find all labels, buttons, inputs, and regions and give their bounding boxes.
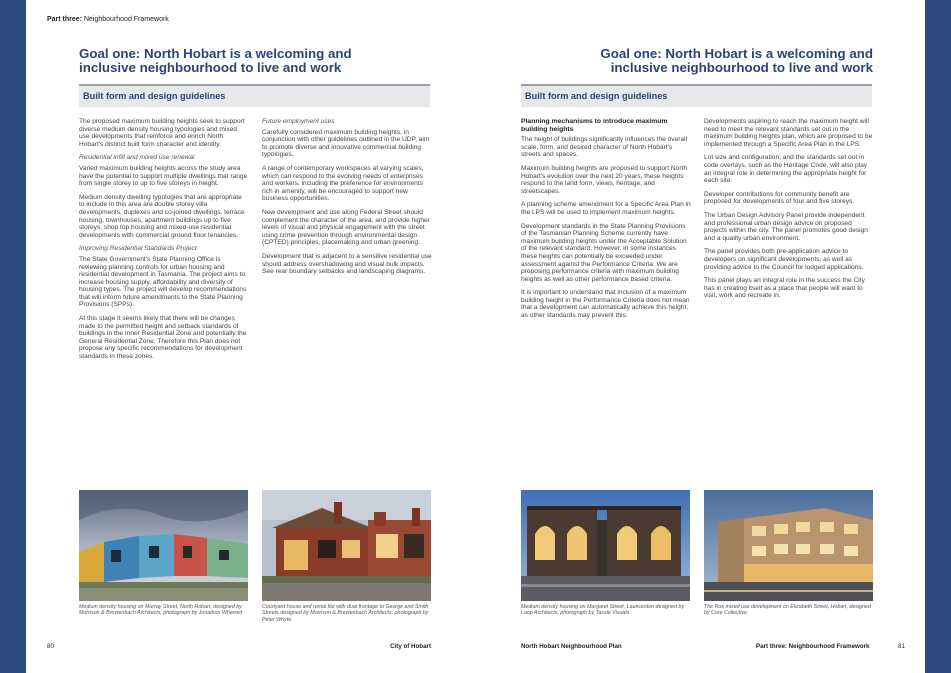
page-number: 81 (898, 643, 905, 650)
photo-caption: Medium density housing on Margaret Street, Launceston designed by Loop Architects, photograph by Tassie Visuals (521, 604, 685, 617)
photo-murray-street-housing (79, 490, 248, 601)
page-number: 80 (47, 643, 54, 650)
photo-margaret-street-housing (521, 490, 690, 601)
photo-caption: Medium density housing on Murray Street, North Hobart, designed by Morrison & Breytenbach Architects, photograph by Jonathon Wherrett (79, 604, 243, 617)
photo-caption: Courtyard house and rental flat with dual frontage to George and Smith Streets designed by Morrison & Breytenbach Architects, photograph by Peter Whyte (262, 604, 429, 623)
left-page (26, 0, 476, 673)
text-column-2: Future employment uses Carefully considered maximum building heights, in conjunction with other guidelines outlined in the UDP, aim to promote diverse and innovative commercial building typologies. A range of contemporary workspaces at varying scales, which can respond to the evolving needs of enterprises and workers, including the preference for environments rich in amenity, will be encouraged to support new business opportunities. New development and use along Federal Street should complement the character of the area, and provide higher levels of visual and physical engagement with the street using crime prevention through environmental design (CPTED) principles, placemaking and urban greening. Development that is adjacent to a sensitive residential use should address overshadowing and visual bulk impacts. See rear boundary setbacks and landscaping diagrams. (262, 118, 432, 276)
text-column-2: Developments aspiring to reach the maximum height will need to meet the relevant standards set out in the maximum building heights plan, which are proposed to be implemented through a Specific Area Plan in the LPS. Lot size and configuration, and the standards set out in code overlays, such as the Heritage Code, will also play an integral role in determining the appropriate height for each site. Developer contributions for community benefit are proposed for developments of four and five storeys. The Urban Design Advisory Panel provide independent and professional urban design advice on proposed projects within the city. The panel promotes good design and a quality urban environment. The panel provides both pre-application advice to developers on significant developments, as well as providing advice to the Council for lodged applications. This panel plays an integral role in the success the City has in creating itself as a place that people will want to visit, work and recreate in. (704, 118, 873, 300)
running-header: Part three: Neighbourhood Framework (47, 16, 169, 23)
section-band: Built form and design guidelines (79, 84, 430, 107)
text-column-1: The proposed maximum building heights seek to support diverse medium density housing typologies and mixed use developments that reinforce and enrich North Hobart's distinct built form character and identity. Residential infill and mixed use renewal Varied maximum building heights across the study area have the potential to support multiple dwellings that range from single storey to up to five storeys in height. Medium density dwelling typologies that are appropriate to include in this area are double storey villa developments, duplexes and co-joined dwellings, terrace housing, townhouses, apartment buildings up to five storeys, shop top housing and mixed-use residential developments with commercial ground floor tenancies. Improving Residential Standards Project The State Government's State Planning Office is reviewing planning controls for urban housing and residential development in Tasmania. The project aims to increase housing supply, affordability and diversity of housing types. The project will develop recommendations that will inform future amendments to the State Planning Provisions (SPPs). At this stage it seems likely that there will be changes made to the permitted height and setback standards of buildings in the Inner Residential Zone and potentially the General Residential Zone. Therefore this Plan does not propose any specific recommendations for development standards in these zones. (79, 118, 248, 361)
goal-heading: Goal one: North Hobart is a welcoming and inclusive neighbourhood to live and work (79, 46, 352, 75)
footer-part: Part three: Neighbourhood Framework (756, 643, 870, 650)
photo-the-rox (704, 490, 873, 601)
text-column-1: Planning mechanisms to introduce maximum building heights The height of buildings significantly influences the overall scale, form, and desired character of North Hobart's streets and spaces. Maximum building heights are proposed to support North Hobart's evolution over the next 20 years, these heights respond to the land form, views, heritage, and streetscapes. A planning scheme amendment for a Specific Area Plan in the LPS will be used to implement maximum heights. Development standards in the State Planning Provisions of the Tasmanian Planning Scheme currently have maximum building heights under the Acceptable Solution of the relevant standard. However, in some instances these heights can potentially be exceeded under assessment against the Performance Criteria. We are proposing performance criteria with maximum building heights as well as other performance based criteria. It is important to understand that inclusion of a maximum building height in the Performance Criteria does not mean that a development can automatically achieve this height, as other standards may prevent this. (521, 118, 691, 320)
footer-plan: North Hobart Neighbourhood Plan (521, 643, 622, 650)
goal-heading: Goal one: North Hobart is a welcoming and inclusive neighbourhood to live and work (600, 46, 873, 75)
footer-org: City of Hobart (390, 643, 431, 650)
section-band: Built form and design guidelines (521, 84, 872, 107)
photo-courtyard-house (262, 490, 431, 601)
right-page (476, 0, 925, 673)
photo-caption: The Rox mixed use development on Elizabeth Street, Hobart, designed by Core Collective (704, 604, 871, 617)
